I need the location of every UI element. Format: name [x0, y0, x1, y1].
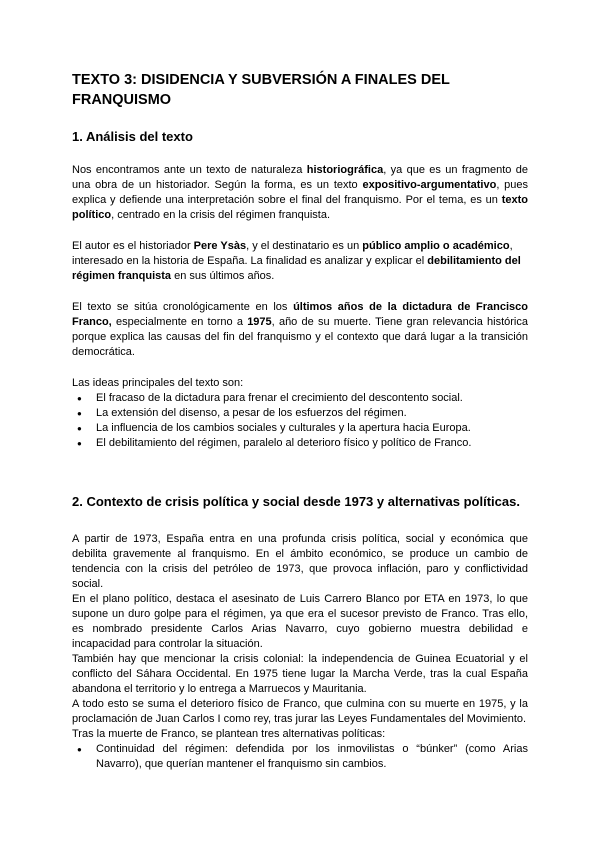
list-item: ● La influencia de los cambios sociales y culturales y la apertura hacia Europa. [96, 421, 528, 436]
paragraph-crisis-political: En el plano político, destaca el asesinato de Luis Carrero Blanco por ETA en 1973, lo que supone un duro golpe para el régimen, ya que era el sucesor previsto de Franco. Tras ello, es nombrado presidente Carlos Arias Navarro, cuyo gobierno muestra debilidad e incapacidad para controlar la situación. [72, 593, 528, 650]
paragraph-crisis-economic: A partir de 1973, España entra en una profunda crisis política, social y económica que debilita gravemente al franquismo. En el ámbito económico, se produce un cambio de tendencia con la crisis del petróleo de 1973, que provoca inflación, paro y conflictividad social. [72, 533, 528, 590]
paragraph-crisis-colonial: También hay que mencionar la crisis colonial: la independencia de Guinea Ecuatorial y el conflicto del Sáhara Occidental. En 1975 tiene lugar la Marcha Verde, tras la cual España abandona el territorio y lo entrega a Marruecos y Mauritania. [72, 653, 528, 695]
ideas-intro: Las ideas principales del texto son: [72, 377, 244, 389]
section-1-heading: 1. Análisis del texto [72, 129, 193, 144]
paragraph-author: El autor es el historiador Pere Ysàs, y el destinatario es un público amplio o académico, interesado en la historia de España. La finalidad es analizar y explicar el debilitamiento del régimen franquista en sus últimos años. [72, 240, 521, 282]
section-2-heading: 2. Contexto de crisis política y social desde 1973 y alternativas políticas. [72, 494, 520, 509]
paragraph-context: El texto se sitúa cronológicamente en los últimos años de la dictadura de Francisco Franco, especialmente en torno a 1975, año de su muerte. Tiene gran relevancia histórica porque explica las causas del fin del franquismo y el contexto que dará lugar a la transición democrática. [72, 301, 528, 358]
alternatives-list [72, 742, 528, 772]
paragraph-franco-death: A todo esto se suma el deterioro físico de Franco, que culmina con su muerte en 1975, y la proclamación de Juan Carlos I como rey, tras jurar las Leyes Fundamentales del Movimiento. [72, 698, 528, 725]
paragraph-alternatives-intro: Tras la muerte de Franco, se plantean tres alternativas políticas: [72, 728, 386, 740]
document-page [72, 70, 528, 772]
ideas-list [72, 391, 528, 451]
list-item: ● El debilitamiento del régimen, paralelo al deterioro físico y político de Franco. [96, 436, 528, 451]
list-item: ● El fracaso de la dictadura para frenar el crecimiento del descontento social. [96, 391, 528, 406]
list-item: ● La extensión del disenso, a pesar de los esfuerzos del régimen. [96, 406, 528, 421]
list-item: ● Continuidad del régimen: defendida por los inmovilistas o “búnker” (como Arias Navarro), que querían mantener el franquismo sin cambios. [96, 742, 528, 772]
paragraph-nature: Nos encontramos ante un texto de naturaleza historiográfica, ya que es un fragmento de una obra de un historiador. Según la forma, es un texto expositivo-argumentativo, pues explica y defiende una interpretación sobre el final del franquismo. Por el tema, es un texto político, centrado en la crisis del régimen franquista. [72, 164, 528, 221]
document-title: TEXTO 3: DISIDENCIA Y SUBVERSIÓN A FINALES DEL FRANQUISMO [72, 72, 450, 108]
